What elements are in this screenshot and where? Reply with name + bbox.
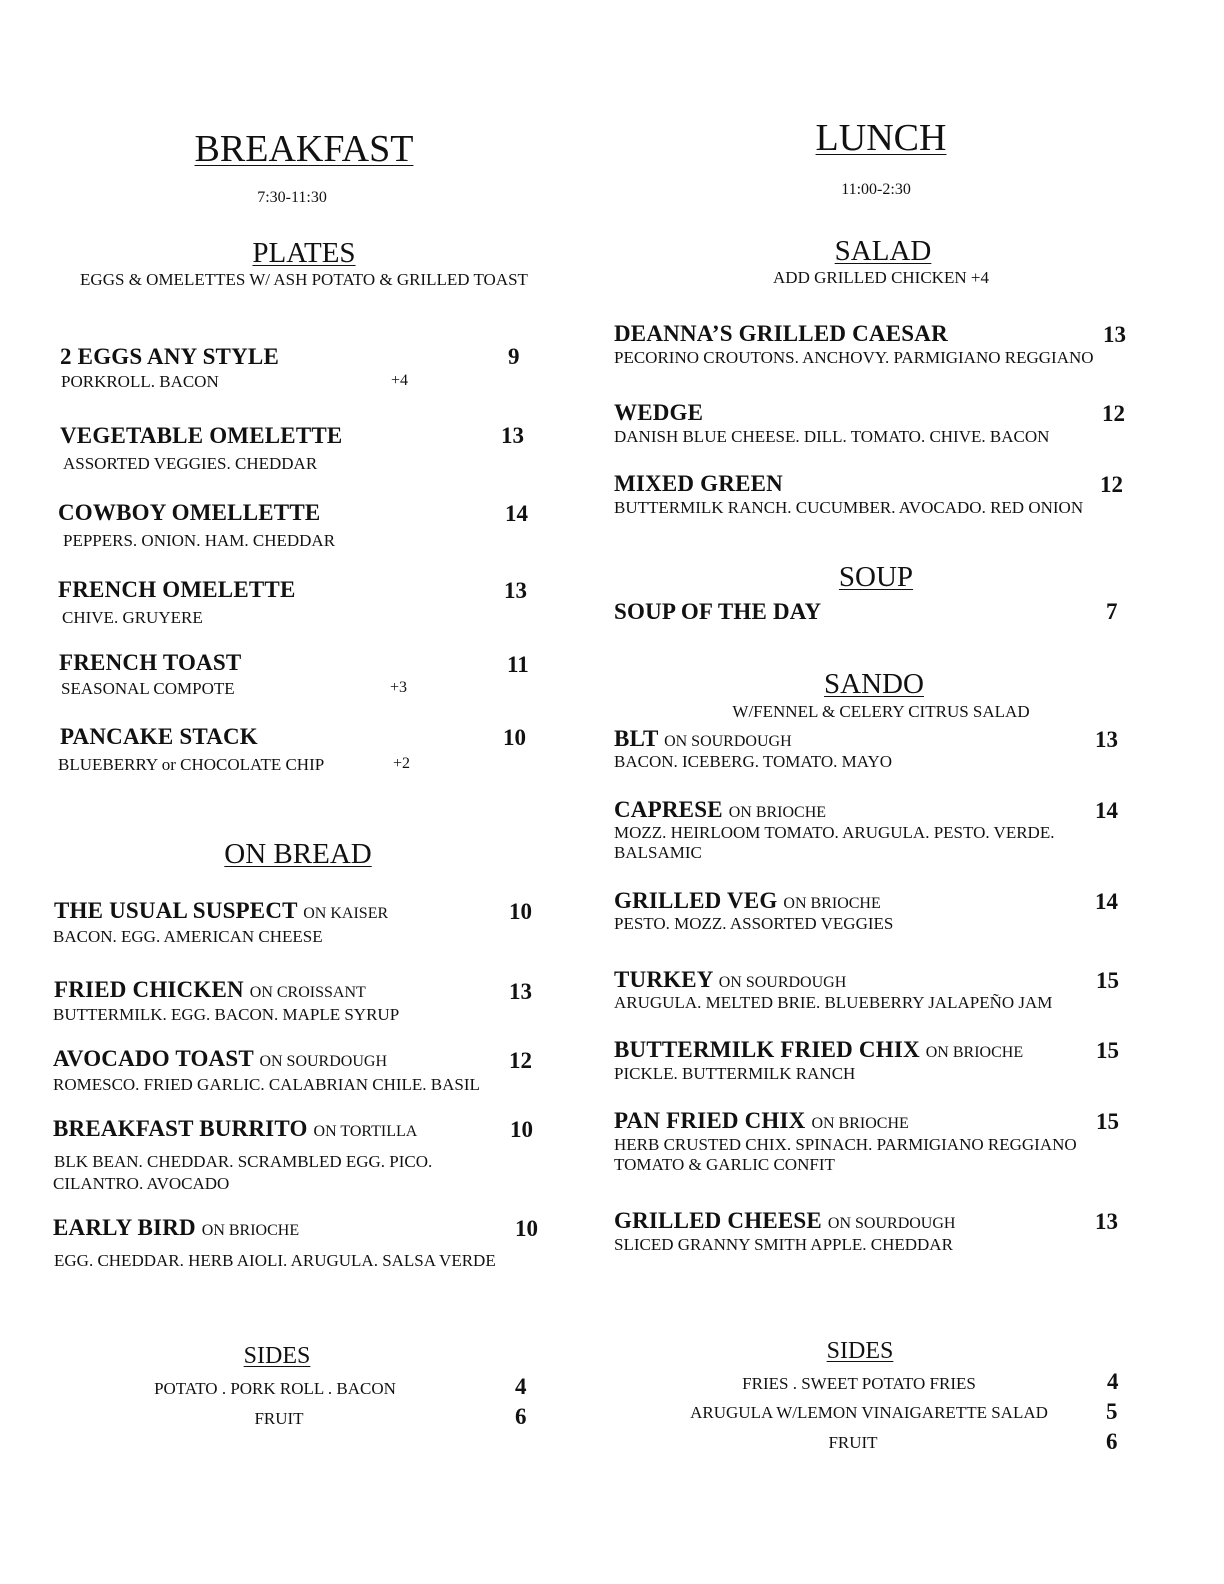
side-item-name: POTATO . PORK ROLL . BACON bbox=[154, 1379, 396, 1398]
soup-heading: SOUP bbox=[838, 561, 914, 593]
menu-item-price: 12 bbox=[1100, 472, 1123, 497]
menu-item-price: 10 bbox=[509, 899, 532, 924]
menu-item-description: PEPPERS. ONION. HAM. CHEDDAR bbox=[63, 531, 336, 550]
menu-item-price: 14 bbox=[505, 501, 528, 526]
menu-item-description: ROMESCO. FRIED GARLIC. CALABRIAN CHILE. BASIL bbox=[53, 1075, 480, 1094]
menu-item-bread: ON SOURDOUGH bbox=[827, 1215, 956, 1232]
on-bread-heading: ON BREAD bbox=[224, 838, 372, 870]
menu-item-name: 2 EGGS ANY STYLE bbox=[60, 344, 279, 369]
menu-item-description-line-2: TOMATO & GARLIC CONFIT bbox=[614, 1155, 835, 1174]
menu-item-description: BUTTERMILK RANCH. CUCUMBER. AVOCADO. RED ONION bbox=[614, 498, 1084, 517]
menu-item-price: 14 bbox=[1095, 889, 1118, 914]
menu-item-description-line-2: BALSAMIC bbox=[614, 843, 702, 862]
side-item-name: FRUIT bbox=[254, 1409, 304, 1428]
menu-item-description: PORKROLL. BACON bbox=[61, 372, 219, 391]
menu-item-name: MIXED GREEN bbox=[614, 471, 783, 496]
menu-item-price: 15 bbox=[1096, 1109, 1119, 1134]
menu-item-price: 10 bbox=[515, 1216, 538, 1241]
menu-item-name: GRILLED VEG ON BRIOCHE bbox=[614, 888, 881, 913]
salad-note: ADD GRILLED CHICKEN +4 bbox=[773, 268, 989, 287]
menu-item-description: HERB CRUSTED CHIX. SPINACH. PARMIGIANO REGGIANO bbox=[614, 1135, 1077, 1154]
menu-item-description: PICKLE. BUTTERMILK RANCH bbox=[614, 1064, 856, 1083]
plates-note: EGGS & OMELETTES W/ ASH POTATO & GRILLED TOAST bbox=[80, 270, 528, 289]
side-item-name: FRIES . SWEET POTATO FRIES bbox=[742, 1374, 976, 1393]
menu-item-price: 13 bbox=[501, 423, 524, 448]
menu-item-bread: ON BRIOCHE bbox=[783, 895, 881, 912]
menu-item-bread: ON SOURDOUGH bbox=[664, 733, 792, 750]
menu-item-description: SLICED GRANNY SMITH APPLE. CHEDDAR bbox=[614, 1235, 953, 1254]
menu-item-name: WEDGE bbox=[614, 400, 704, 425]
menu-item-description-line-2: CILANTRO. AVOCADO bbox=[53, 1174, 230, 1193]
menu-item-name: THE USUAL SUSPECT ON KAISER bbox=[54, 898, 389, 923]
menu-item-description: BLK BEAN. CHEDDAR. SCRAMBLED EGG. PICO. bbox=[54, 1152, 433, 1171]
menu-item-name: EARLY BIRD ON BRIOCHE bbox=[53, 1215, 300, 1240]
menu-item-price: 10 bbox=[510, 1117, 533, 1142]
menu-item-description: BUTTERMILK. EGG. BACON. MAPLE SYRUP bbox=[53, 1005, 400, 1024]
menu-item-price: 12 bbox=[509, 1048, 532, 1073]
menu-item-price: 9 bbox=[508, 344, 520, 369]
menu-item-description: DANISH BLUE CHEESE. DILL. TOMATO. CHIVE. BACON bbox=[614, 427, 1050, 446]
menu-item-name: FRIED CHICKEN ON CROISSANT bbox=[54, 977, 366, 1002]
menu-item-name: CAPRESE ON BRIOCHE bbox=[614, 797, 827, 822]
menu-item-price: 13 bbox=[509, 979, 532, 1004]
menu-item-name: BREAKFAST BURRITO ON TORTILLA bbox=[53, 1116, 418, 1141]
menu-item-name: FRENCH OMELETTE bbox=[58, 577, 296, 602]
menu-item-price: 10 bbox=[503, 725, 526, 750]
menu-item-bread: ON BRIOCHE bbox=[728, 804, 827, 821]
breakfast-hours: 7:30-11:30 bbox=[257, 189, 327, 206]
menu-item-description: SEASONAL COMPOTE bbox=[61, 679, 235, 698]
menu-item-price: 12 bbox=[1102, 401, 1125, 426]
menu-item-name: VEGETABLE OMELETTE bbox=[60, 423, 343, 448]
menu-item-description: ASSORTED VEGGIES. CHEDDAR bbox=[63, 454, 318, 473]
side-item-price: 4 bbox=[515, 1374, 527, 1399]
menu-item-description: ARUGULA. MELTED BRIE. BLUEBERRY JALAPEÑO JAM bbox=[614, 993, 1053, 1012]
menu-item-bread: ON BRIOCHE bbox=[201, 1222, 300, 1239]
menu-item-price: 13 bbox=[1095, 1209, 1118, 1234]
menu-item-upcharge: +3 bbox=[390, 679, 408, 696]
menu-item-name: TURKEY ON SOURDOUGH bbox=[614, 967, 847, 992]
menu-item-upcharge: +2 bbox=[393, 755, 411, 772]
lunch-title: LUNCH bbox=[815, 117, 947, 159]
menu-item-description: BACON. EGG. AMERICAN CHEESE bbox=[53, 927, 323, 946]
menu-item-bread: ON SOURDOUGH bbox=[718, 974, 847, 991]
side-item-name: ARUGULA W/LEMON VINAIGARETTE SALAD bbox=[690, 1403, 1048, 1422]
menu-item-description: EGG. CHEDDAR. HERB AIOLI. ARUGULA. SALSA VERDE bbox=[54, 1251, 496, 1270]
menu-item-name: COWBOY OMELLETTE bbox=[58, 500, 321, 525]
menu-item-name: PANCAKE STACK bbox=[60, 724, 258, 749]
menu-item-description: PESTO. MOZZ. ASSORTED VEGGIES bbox=[614, 914, 894, 933]
lunch-sides-heading: SIDES bbox=[826, 1338, 894, 1364]
menu-item-name: SOUP OF THE DAY bbox=[614, 599, 822, 624]
menu-item-description: BACON. ICEBERG. TOMATO. MAYO bbox=[614, 752, 893, 771]
sando-note: W/FENNEL & CELERY CITRUS SALAD bbox=[732, 702, 1030, 721]
salad-heading: SALAD bbox=[834, 235, 932, 267]
side-item-name: FRUIT bbox=[828, 1433, 878, 1452]
side-item-price: 6 bbox=[1106, 1429, 1118, 1454]
menu-item-bread: ON TORTILLA bbox=[313, 1123, 418, 1140]
menu-item-price: 14 bbox=[1095, 798, 1118, 823]
side-item-price: 6 bbox=[515, 1404, 527, 1429]
menu-item-price: 7 bbox=[1106, 599, 1118, 624]
plates-heading: PLATES bbox=[252, 237, 356, 269]
menu-item-bread: ON SOURDOUGH bbox=[259, 1053, 387, 1070]
menu-item-price: 13 bbox=[1095, 727, 1118, 752]
menu-item-name: FRENCH TOAST bbox=[59, 650, 242, 675]
side-item-price: 4 bbox=[1107, 1369, 1119, 1394]
sando-heading: SANDO bbox=[824, 668, 924, 700]
menu-item-description: PECORINO CROUTONS. ANCHOVY. PARMIGIANO REGGIANO bbox=[614, 348, 1094, 367]
menu-item-bread: ON KAISER bbox=[303, 905, 389, 922]
menu-item-name: AVOCADO TOAST ON SOURDOUGH bbox=[53, 1046, 387, 1071]
menu-item-bread: ON CROISSANT bbox=[249, 984, 366, 1001]
menu-item-upcharge: +4 bbox=[391, 372, 409, 389]
breakfast-sides-heading: SIDES bbox=[243, 1343, 311, 1369]
lunch-hours: 11:00-2:30 bbox=[841, 181, 911, 198]
menu-item-price: 13 bbox=[504, 578, 527, 603]
menu-item-name: BUTTERMILK FRIED CHIX ON BRIOCHE bbox=[614, 1037, 1024, 1062]
menu-item-price: 11 bbox=[507, 652, 529, 677]
menu-item-name: DEANNA’S GRILLED CAESAR bbox=[614, 321, 948, 346]
menu-item-name: BLT ON SOURDOUGH bbox=[614, 726, 792, 751]
menu-item-bread: ON BRIOCHE bbox=[811, 1115, 909, 1132]
menu-item-price: 15 bbox=[1096, 1038, 1119, 1063]
menu-item-name: PAN FRIED CHIX ON BRIOCHE bbox=[614, 1108, 909, 1133]
menu-item-bread: ON BRIOCHE bbox=[925, 1044, 1024, 1061]
menu-item-name: GRILLED CHEESE ON SOURDOUGH bbox=[614, 1208, 956, 1233]
menu-item-description: MOZZ. HEIRLOOM TOMATO. ARUGULA. PESTO. VERDE. bbox=[614, 823, 1055, 842]
menu-item-description: BLUEBERRY or CHOCOLATE CHIP bbox=[58, 755, 325, 774]
side-item-price: 5 bbox=[1106, 1399, 1118, 1424]
breakfast-title: BREAKFAST bbox=[194, 128, 414, 170]
menu-item-description: CHIVE. GRUYERE bbox=[62, 608, 203, 627]
menu-item-price: 13 bbox=[1103, 322, 1126, 347]
menu-item-price: 15 bbox=[1096, 968, 1119, 993]
